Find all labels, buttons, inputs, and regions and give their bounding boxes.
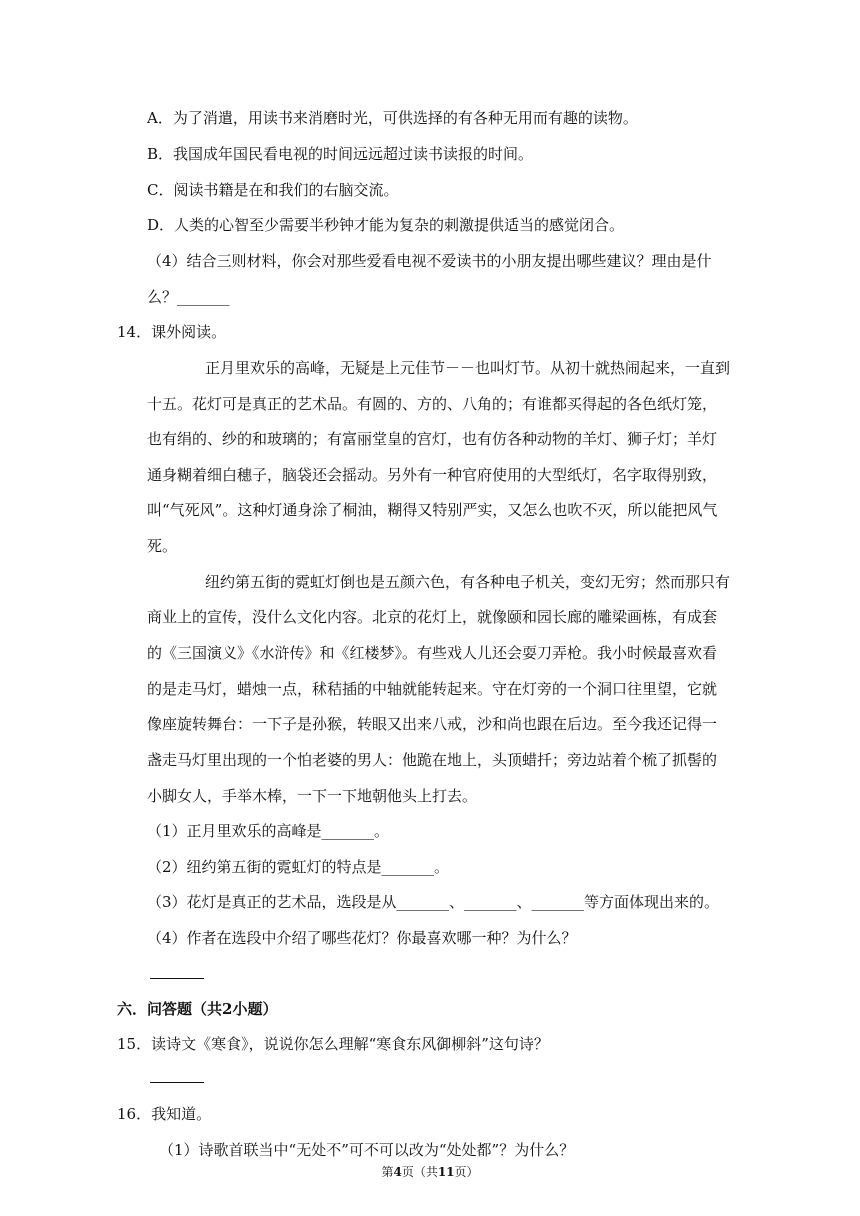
answer-blank-14-4 bbox=[150, 978, 204, 979]
question-16-title: 16．我知道。 bbox=[117, 1105, 212, 1123]
footer-total-pages: 11 bbox=[437, 1165, 455, 1179]
page-footer bbox=[0, 1164, 860, 1180]
question-13-4-cont: 么？_______ bbox=[147, 288, 230, 306]
passage-p2-line3: 的《三国演义》《水浒传》和《红楼梦》。有些戏人儿还会耍刀弄枪。我小时候最喜欢看 bbox=[147, 644, 718, 662]
answer-blank-15 bbox=[150, 1082, 204, 1083]
footer-suffix: 页） bbox=[454, 1165, 479, 1179]
passage-p2-line6: 盏走马灯里出现的一个怕老婆的男人：他跪在地上，头顶蜡扦；旁边站着个梳了抓髻的 bbox=[147, 751, 718, 769]
section-6-heading: 六．问答题（共2小题） bbox=[117, 1000, 278, 1018]
passage-p1-line4: 通身糊着细白穗子，脑袋还会摇动。另外有一种官府使用的大型纸灯，名字取得别致， bbox=[147, 466, 718, 484]
passage-p1-line1: 正月里欢乐的高峰，无疑是上元佳节－－也叫灯节。从初十就热闹起来，一直到 bbox=[205, 359, 731, 377]
passage-p2-line5: 像座旋转舞台：一下子是孙猴，转眼又出来八戒，沙和尚也跟在后边。至今我还记得一 bbox=[147, 715, 718, 733]
question-16-1: （1）诗歌首联当中“无处不”可不可以改为“处处都”？为什么？ bbox=[159, 1141, 575, 1159]
question-14-4: （4）作者在选段中介绍了哪些花灯？你最喜欢哪一种？为什么？ bbox=[147, 929, 577, 947]
question-13-4: （4）结合三则材料，你会对那些爱看电视不爱读书的小朋友提出哪些建议？理由是什 bbox=[147, 252, 712, 270]
passage-p1-line3: 也有绢的、纱的和玻璃的；有富丽堂皇的宫灯，也有仿各种动物的羊灯、狮子灯；羊灯 bbox=[147, 430, 718, 448]
footer-page-number: 4 bbox=[393, 1165, 402, 1179]
question-14-1: （1）正月里欢乐的高峰是_______。 bbox=[147, 822, 390, 840]
question-15: 15．读诗文《寒食》，说说你怎么理解“寒食东风御柳斜”这句诗？ bbox=[117, 1035, 549, 1053]
passage-p2-line7: 小脚女人，手举木棒，一下一下地朝他头上打去。 bbox=[147, 787, 478, 805]
passage-p1-line5: 叫“气死风”。这种灯通身涂了桐油，糊得又特别严实，又怎么也吹不灭，所以能把风气 bbox=[147, 501, 718, 519]
footer-prefix: 第 bbox=[381, 1165, 394, 1179]
option-a: A．为了消遣，用读书来消磨时光，可供选择的有各种无用而有趣的读物。 bbox=[147, 109, 638, 127]
question-14-2: （2）纽约第五街的霓虹灯的特点是_______。 bbox=[147, 858, 450, 876]
passage-p1-line6: 死。 bbox=[147, 537, 178, 555]
question-14-title: 14．课外阅读。 bbox=[117, 323, 227, 341]
question-14-3: （3）花灯是真正的艺术品，选段是从_______、_______、_______等方面体现出来的。 bbox=[147, 893, 720, 911]
passage-p2-line2: 商业上的宣传，没什么文化内容。北京的花灯上，就像颐和园长廊的雕梁画栋，有成套 bbox=[147, 608, 718, 626]
passage-p2-line1: 纽约第五街的霓虹灯倒也是五颜六色，有各种电子机关，变幻无穷；然而那只有 bbox=[205, 573, 731, 591]
option-d: D．人类的心智至少需要半秒钟才能为复杂的刺激提供适当的感觉闭合。 bbox=[147, 216, 625, 234]
passage-p1-line2: 十五。花灯可是真正的艺术品。有圆的、方的、八角的；有谁都买得起的各色纸灯笼， bbox=[147, 395, 718, 413]
passage-p2-line4: 的是走马灯，蜡烛一点，秫秸插的中轴就能转起来。守在灯旁的一个洞口往里望，它就 bbox=[147, 680, 718, 698]
option-c: C．阅读书籍是在和我们的右脑交流。 bbox=[147, 181, 399, 199]
footer-mid: 页（共 bbox=[401, 1165, 438, 1179]
option-b: B．我国成年国民看电视的时间远远超过读书读报的时间。 bbox=[147, 145, 534, 163]
